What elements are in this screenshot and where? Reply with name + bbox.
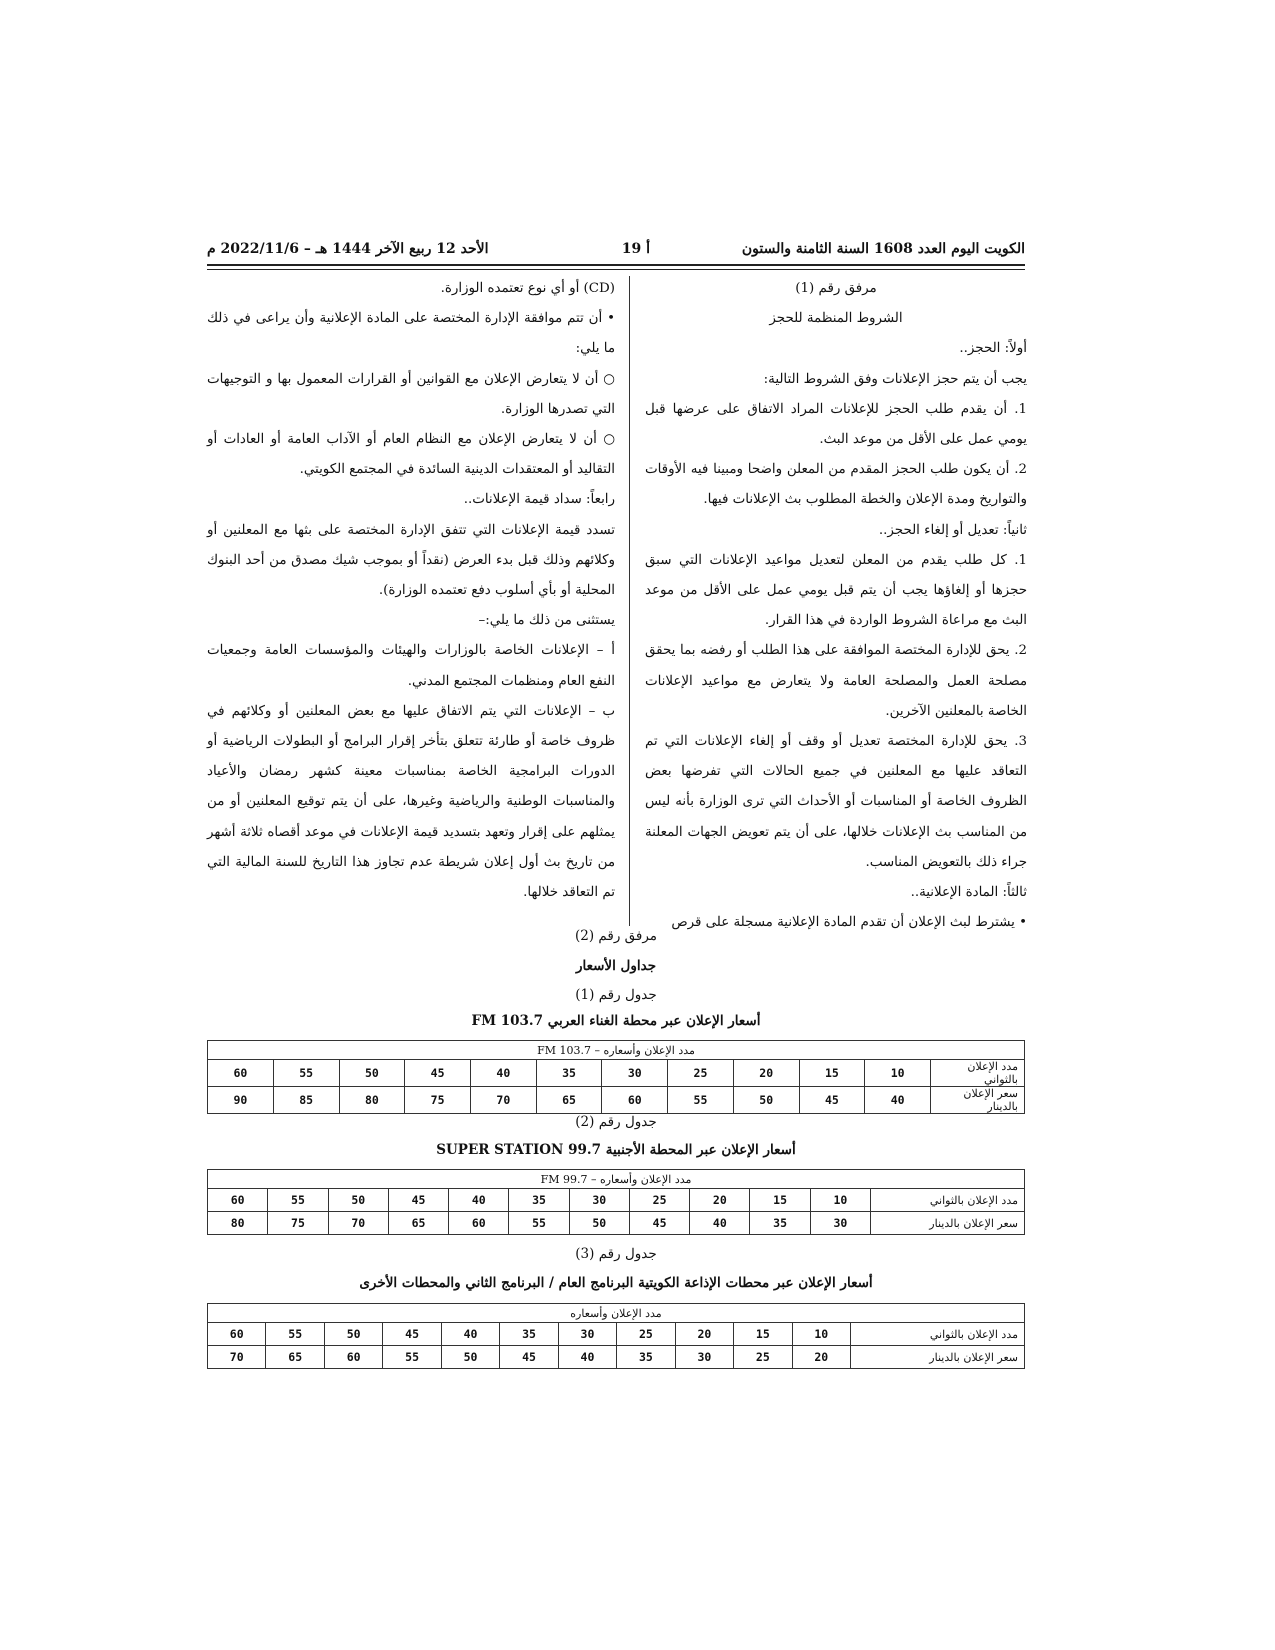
cell: 55 (509, 1212, 569, 1235)
cell: 55 (273, 1060, 339, 1087)
cell: 40 (470, 1060, 536, 1087)
section1-item2: 2. أن يكون طلب الحجز المقدم من المعلن واضحا ومبينا فيه الأوقات والتواريخ ومدة الإعلان والخطة المطلوب بث الإعلانات فيها. (645, 462, 1027, 508)
section3-sub2: ○ أن لا يتعارض الإعلان مع النظام العام أو الآداب العامة أو العادات أو التقاليد أو المعتقدات الدينية السائدة في المجتمع الكويتي. (207, 432, 615, 478)
cell: 75 (405, 1087, 471, 1114)
table3-label: جدول رقم (3) (575, 1246, 657, 1262)
cell: 25 (617, 1323, 675, 1346)
cell: 25 (629, 1189, 689, 1212)
cell: 50 (339, 1060, 405, 1087)
right-column (645, 274, 1027, 938)
publication-date: الأحد 12 ربيع الآخر 1444 هـ – 2022/11/6 م (207, 241, 489, 257)
cell: 45 (383, 1323, 441, 1346)
section3-continuation: (CD) أو أي نوع تعتمده الوزارة. (440, 281, 615, 296)
cell: 50 (569, 1212, 629, 1235)
cell: 50 (733, 1087, 799, 1114)
table3-caption: أسعار الإعلان عبر محطات الإذاعة الكويتية البرنامج العام / البرنامج الثاني والمحطات الأخرى (359, 1275, 873, 1291)
section1-item1: 1. أن يقدم طلب الحجز للإعلانات المراد الاتفاق على عرضها قبل يومي عمل على الأقل من موعد البث. (645, 401, 1027, 448)
cell: 25 (734, 1346, 792, 1369)
section2-item2: 2. يحق للإدارة المختصة الموافقة على هذا الطلب أو رفضه بما يحقق مصلحة العمل والمصلحة العامة ولا يتعارض مع مواعيد الإعلانات الخاصة بالمعلنين الآخرين. (645, 643, 1027, 719)
cell: 70 (208, 1346, 266, 1369)
section1-title: أولاً: الحجز.. (959, 341, 1027, 357)
cell: 10 (810, 1189, 870, 1212)
section1-intro: يجب أن يتم حجز الإعلانات وفق الشروط التالية: (763, 371, 1027, 387)
cell: 35 (509, 1189, 569, 1212)
table-header: مدد الإعلان وأسعاره – FM 103.7 (208, 1041, 1025, 1060)
cell: 45 (799, 1087, 865, 1114)
cell: 70 (470, 1087, 536, 1114)
row-label: سعر الإعلان بالدينار (871, 1212, 1025, 1235)
cell: 45 (629, 1212, 689, 1235)
row-label: سعر الإعلان بالدينار (931, 1087, 1025, 1114)
section4-text: تسدد قيمة الإعلانات التي تتفق الإدارة المختصة على بثها مع المعلنين أو وكلائهم وذلك قبل بدء العرض (نقداً أو بموجب شيك مصدق من أحد البنوك المحلية أو بأي أسلوب دفع تعتمده الوزارة). (207, 522, 615, 599)
cell: 45 (388, 1189, 448, 1212)
cell: 20 (690, 1189, 750, 1212)
exception-a: أ – الإعلانات الخاصة بالوزارات والهيئات والمؤسسات العامة وجمعيات النفع العام ومنظمات المجتمع المدني. (207, 643, 615, 689)
cell: 75 (268, 1212, 328, 1235)
price-table-2 (207, 1169, 1025, 1235)
exception-b: ب – الإعلانات التي يتم الاتفاق عليها مع بعض المعلنين أو وكلائهم في ظروف خاصة أو طارئة تتعلق بتأخر إقرار البرامج أو البطولات الرياضية أو الدورات البرامجية الخاصة بمناسبات معينة كشهر رمضان والأعياد والمناسبات الوطنية والرياضية وغيرها، على أن يتم توقيع المعلنين أو من يمثلهم على إقرار وتعهد بتسديد قيمة الإعلانات في موعد أقصاه ثلاثة أشهر من تاريخ بث أول إعلان شريطة عدم تجاوز هذا التاريخ للسنة المالية التي تم التعاقد خلالها. (207, 703, 615, 901)
cell: 10 (865, 1060, 931, 1087)
page-number: أ 19 (621, 241, 650, 257)
cell: 55 (668, 1087, 734, 1114)
cell: 55 (266, 1323, 324, 1346)
cell: 30 (569, 1189, 629, 1212)
left-column (207, 274, 615, 908)
price-table-3 (207, 1303, 1025, 1369)
cell: 40 (558, 1346, 616, 1369)
cell: 60 (208, 1323, 266, 1346)
cell: 15 (734, 1323, 792, 1346)
cell: 25 (668, 1060, 734, 1087)
cell: 45 (500, 1346, 558, 1369)
header-rule-thin (207, 269, 1025, 270)
cell: 35 (617, 1346, 675, 1369)
cell: 30 (810, 1212, 870, 1235)
cell: 30 (602, 1060, 668, 1087)
table1-caption: أسعار الإعلان عبر محطة الغناء العربي FM 103.7 (471, 1013, 761, 1029)
cell: 65 (536, 1087, 602, 1114)
cell: 50 (328, 1189, 388, 1212)
cell: 50 (441, 1346, 499, 1369)
cell: 35 (536, 1060, 602, 1087)
cell: 20 (733, 1060, 799, 1087)
publication-title: الكويت اليوم العدد 1608 السنة الثامنة والستون (741, 241, 1025, 257)
table-row (208, 1060, 1025, 1087)
section3-bullet2: • أن تتم موافقة الإدارة المختصة على المادة الإعلانية وأن يراعى في ذلك ما يلي: (207, 311, 615, 357)
cell: 65 (388, 1212, 448, 1235)
cell: 40 (690, 1212, 750, 1235)
row-label: سعر الإعلان بالدينار (851, 1346, 1025, 1369)
cell: 30 (675, 1346, 733, 1369)
row-label: مدد الإعلان بالثواني (931, 1060, 1025, 1087)
cell: 60 (449, 1212, 509, 1235)
cell: 85 (273, 1087, 339, 1114)
section3-sub1: ○ أن لا يتعارض الإعلان مع القوانين أو القرارات المعمول بها و التوجيهات التي تصدرها الوزارة. (207, 371, 615, 417)
attachment1-subtitle: الشروط المنظمة للحجز (769, 311, 903, 327)
cell: 35 (500, 1323, 558, 1346)
cell: 35 (750, 1212, 810, 1235)
row-label: مدد الإعلان بالثواني (871, 1189, 1025, 1212)
section3-item1: • يشترط لبث الإعلان أن تقدم المادة الإعلانية مسجلة على قرص (671, 915, 1027, 931)
cell: 70 (328, 1212, 388, 1235)
cell: 80 (339, 1087, 405, 1114)
header-rule (207, 264, 1025, 266)
section4-title: رابعاً: سداد قيمة الإعلانات.. (463, 492, 615, 508)
attachment2-subtitle: جداول الأسعار (575, 958, 657, 974)
column-divider (629, 276, 630, 926)
cell: 15 (750, 1189, 810, 1212)
table2-label: جدول رقم (2) (575, 1114, 657, 1130)
cell: 55 (383, 1346, 441, 1369)
cell: 60 (208, 1189, 268, 1212)
cell: 50 (324, 1323, 382, 1346)
price-table-1 (207, 1040, 1025, 1114)
section2-item3: 3. يحق للإدارة المختصة تعديل أو وقف أو إلغاء الإعلانات التي تم التعاقد عليها مع المعلنين في جميع الحالات التي تفرضها بعض الظروف الخاصة أو المناسبات أو الأحداث التي ترى الوزارة بأنه ليس من المناسب بث الإعلانات خلالها، على أن يتم تعويض الجهات المعلنة جراء ذلك بالتعويض المناسب. (645, 734, 1027, 870)
table-header: مدد الإعلان وأسعاره (208, 1304, 1025, 1323)
attachment2-title: مرفق رقم (2) (574, 928, 658, 944)
table1-label: جدول رقم (1) (575, 987, 657, 1003)
page-header (207, 235, 1025, 263)
attachment1-title: مرفق رقم (1) (795, 281, 877, 296)
cell: 60 (602, 1087, 668, 1114)
table-header: مدد الإعلان وأسعاره – FM 99.7 (208, 1170, 1025, 1189)
cell: 10 (792, 1323, 850, 1346)
cell: 80 (208, 1212, 268, 1235)
cell: 20 (792, 1346, 850, 1369)
table-row (208, 1346, 1025, 1369)
section2-item1: 1. كل طلب يقدم من المعلن لتعديل مواعيد الإعلانات التي سبق حجزها أو إلغاؤها يجب أن يتم قبل يومي عمل على الأقل من موعد البث مع مراعاة الشروط الواردة في هذا القرار. (645, 552, 1027, 629)
cell: 65 (266, 1346, 324, 1369)
table2-caption: أسعار الإعلان عبر المحطة الأجنبية 99.7 SUPER STATION (436, 1142, 796, 1158)
cell: 60 (324, 1346, 382, 1369)
cell: 45 (405, 1060, 471, 1087)
table-row (208, 1212, 1025, 1235)
cell: 60 (208, 1060, 274, 1087)
row-label: مدد الإعلان بالثواني (851, 1323, 1025, 1346)
section3-title: ثالثاً: المادة الإعلانية.. (910, 885, 1027, 901)
table-row (208, 1189, 1025, 1212)
cell: 55 (268, 1189, 328, 1212)
cell: 90 (208, 1087, 274, 1114)
cell: 15 (799, 1060, 865, 1087)
cell: 40 (449, 1189, 509, 1212)
cell: 40 (865, 1087, 931, 1114)
table-row (208, 1087, 1025, 1114)
exceptions-intro: يستثنى من ذلك ما يلي:– (478, 613, 615, 629)
cell: 40 (441, 1323, 499, 1346)
cell: 30 (558, 1323, 616, 1346)
cell: 20 (675, 1323, 733, 1346)
table-row (208, 1323, 1025, 1346)
section2-title: ثانياً: تعديل أو إلغاء الحجز.. (878, 522, 1027, 538)
